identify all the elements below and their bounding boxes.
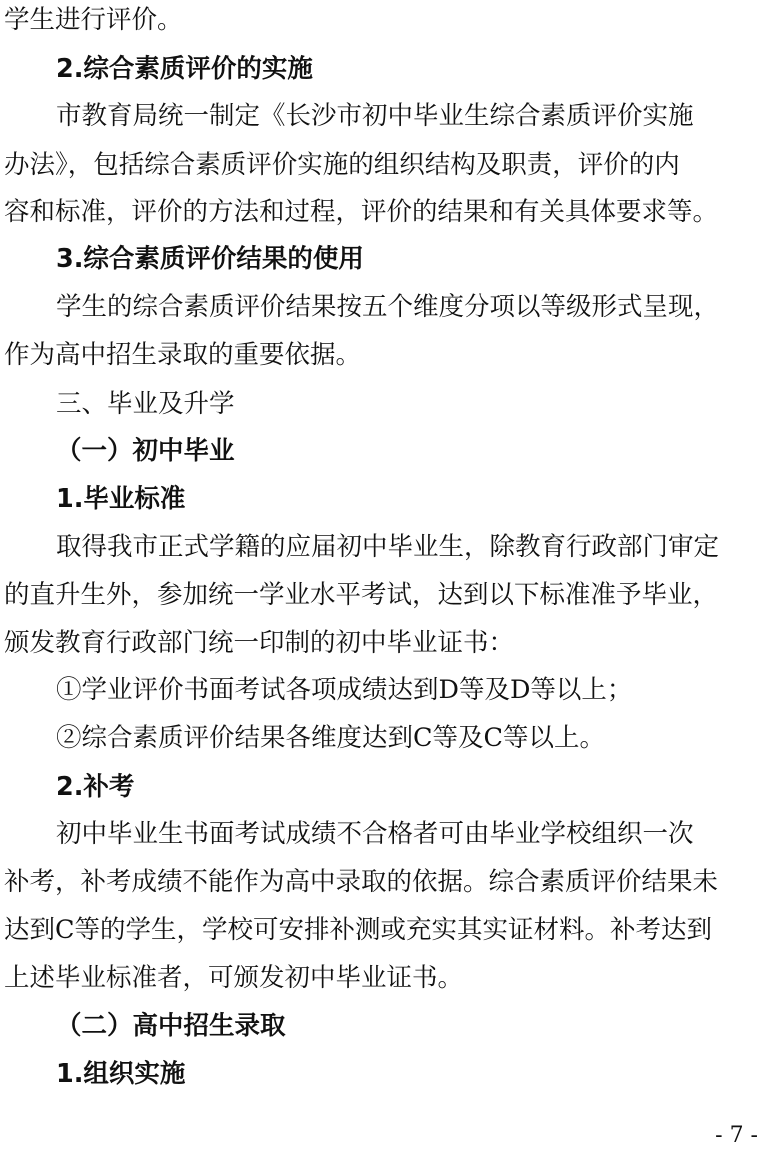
section-heading: 2.综合素质评价的实施 [56, 54, 313, 84]
text-line: 学生进行评价。 [4, 5, 183, 35]
section-heading: 2.补考 [56, 772, 135, 802]
list-item: ①学业评价书面考试各项成绩达到D等及D等以上； [56, 675, 633, 705]
paragraph-line: 取得我市正式学籍的应届初中毕业生，除教育行政部门审定 [56, 532, 720, 562]
paragraph-line: 容和标准，评价的方法和过程，评价的结果和有关具体要求等。 [4, 197, 719, 227]
paragraph-line: 市教育局统一制定《长沙市初中毕业生综合素质评价实施 [56, 101, 694, 131]
paragraph-line: 达到C等的学生，学校可安排补测或充实其实证材料。补考达到 [4, 915, 713, 945]
paragraph-line: 办法》，包括综合素质评价实施的组织结构及职责，评价的内 [4, 150, 680, 180]
page-number: - 7 - [715, 1123, 758, 1148]
subsection-heading: （二）高中招生录取 [56, 1011, 286, 1041]
paragraph-line: 初中毕业生书面考试成绩不合格者可由毕业学校组织一次 [56, 819, 694, 849]
paragraph-line: 作为高中招生录取的重要依据。 [4, 340, 362, 370]
section-heading: 1.组织实施 [56, 1059, 186, 1089]
section-heading: 1.毕业标准 [56, 484, 186, 514]
paragraph-line: 学生的综合素质评价结果按五个维度分项以等级形式呈现， [56, 292, 720, 322]
section-heading: 3.综合素质评价结果的使用 [56, 244, 364, 274]
paragraph-line: 颁发教育行政部门统一印制的初中毕业证书： [4, 628, 515, 658]
chapter-heading: 三、毕业及升学 [56, 389, 235, 419]
subsection-heading: （一）初中毕业 [56, 436, 235, 466]
paragraph-line: 补考，补考成绩不能作为高中录取的依据。综合素质评价结果未 [4, 867, 719, 897]
paragraph-line: 的直升生外，参加统一学业水平考试，达到以下标准准予毕业， [4, 580, 719, 610]
list-item: ②综合素质评价结果各维度达到C等及C等以上。 [56, 723, 606, 753]
paragraph-line: 上述毕业标准者，可颁发初中毕业证书。 [4, 963, 464, 993]
